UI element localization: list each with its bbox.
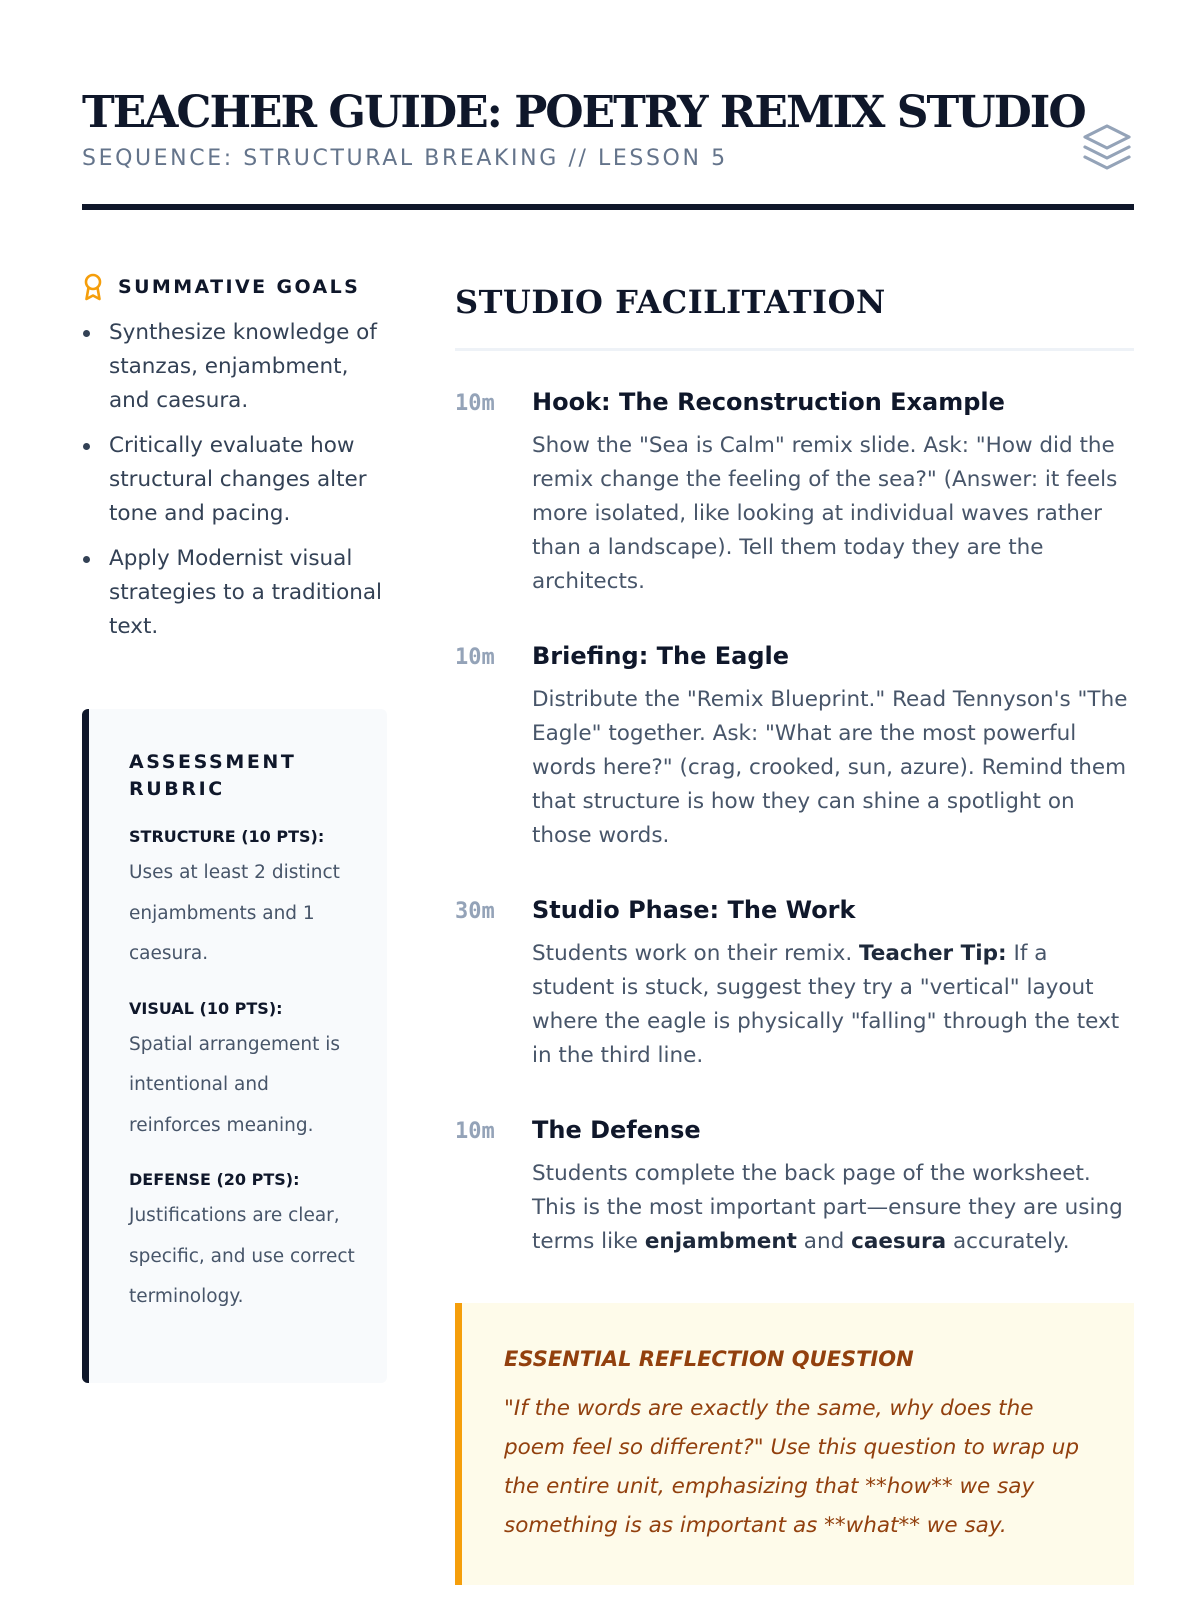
term-enjambment: enjambment: [644, 1229, 797, 1254]
reflection-callout: [455, 1303, 1134, 1585]
page-subtitle: SEQUENCE: STRUCTURAL BREAKING // LESSON 5: [82, 146, 728, 171]
step-duration: 10m: [455, 645, 495, 670]
teacher-guide-page: [82, 0, 1134, 1600]
step-text-part: If a student is stuck, suggest they try a "vertical" layout where the eagle is physically "falling" through the text in the third line.: [532, 941, 1120, 1068]
reflection-text: "If the words are exactly the same, why does the poem feel so different?" Use this question to wrap up the entire unit, emphasizing that **how** we say something is as important as **what** we say.: [504, 1396, 1080, 1538]
rubric-text: Uses at least 2 distinct enjambments and 1 caesura.: [129, 862, 340, 964]
step-text-part: accurately.: [953, 1229, 1070, 1254]
step-text-part: Students work on their remix.: [532, 941, 853, 966]
step-description: [532, 1157, 1134, 1259]
goals-title: SUMMATIVE GOALS: [118, 276, 361, 298]
rubric-text: Spatial arrangement is intentional and reinforces meaning.: [129, 1033, 341, 1136]
assessment-rubric: [82, 709, 387, 1383]
goal-item: Synthesize knowledge of stanzas, enjambment, and caesura.: [82, 316, 387, 418]
step-title: Studio Phase: The Work: [532, 896, 856, 924]
facilitation-title: STUDIO FACILITATION: [455, 270, 1134, 351]
step-description: Distribute the "Remix Blueprint." Read Tennyson's "The Eagle" together. Ask: "What are the most powerful words here?" (crag, crooked, sun, azure). Remind them that structure is how they can shine a spotlight on those words.: [532, 687, 1128, 848]
goals-header: [82, 270, 387, 304]
step-description: [532, 937, 1134, 1073]
goals-list: [82, 316, 387, 644]
rubric-label: DEFENSE (20 PTS):: [129, 1170, 300, 1189]
rubric-text: Justifications are clear, specific, and use correct terminology.: [129, 1205, 355, 1307]
page-title: TEACHER GUIDE: POETRY REMIX STUDIO: [82, 87, 1085, 138]
step-title: Hook: The Reconstruction Example: [532, 388, 1005, 416]
step-duration: 10m: [455, 391, 495, 416]
rubric-title: ASSESSMENT RUBRIC: [129, 751, 297, 800]
goal-item: Apply Modernist visual strategies to a traditional text.: [82, 542, 387, 644]
rubric-label: VISUAL (10 PTS):: [129, 998, 283, 1018]
step-duration: 10m: [455, 1119, 495, 1144]
goal-item: Critically evaluate how structural changes alter tone and pacing.: [82, 429, 387, 531]
layers-icon: [1080, 120, 1134, 174]
award-icon: [82, 273, 104, 301]
rubric-item-structure: [129, 825, 367, 975]
step-text-part: Students complete the back page of the worksheet. This is the most important part—ensure they are using terms like: [532, 1161, 1123, 1254]
step-description: Show the "Sea is Calm" remix slide. Ask: "How did the remix change the feeling of the sea?" (Answer: it feels more isolated, like looking at individual waves rather than a landscape). Tell them today they are the architects.: [532, 433, 1118, 594]
teacher-tip-label: Teacher Tip:: [859, 941, 1007, 966]
reflection-title: ESSENTIAL REFLECTION QUESTION: [504, 1347, 914, 1371]
facilitation-step: [455, 639, 1134, 853]
step-title: Briefing: The Eagle: [532, 642, 790, 670]
step-title: The Defense: [532, 1116, 701, 1144]
facilitation-step: [455, 893, 1134, 1073]
step-text-part: and: [803, 1229, 845, 1254]
rubric-item-visual: [129, 997, 367, 1147]
left-column: [82, 270, 387, 655]
right-column: [455, 270, 1134, 1259]
page-header: [82, 86, 1134, 210]
rubric-item-defense: [129, 1168, 367, 1318]
rubric-label: STRUCTURE (10 PTS):: [129, 827, 325, 846]
facilitation-step: [455, 1113, 1134, 1259]
term-caesura: caesura: [851, 1229, 947, 1254]
facilitation-step: [455, 385, 1134, 599]
step-duration: 30m: [455, 899, 495, 924]
